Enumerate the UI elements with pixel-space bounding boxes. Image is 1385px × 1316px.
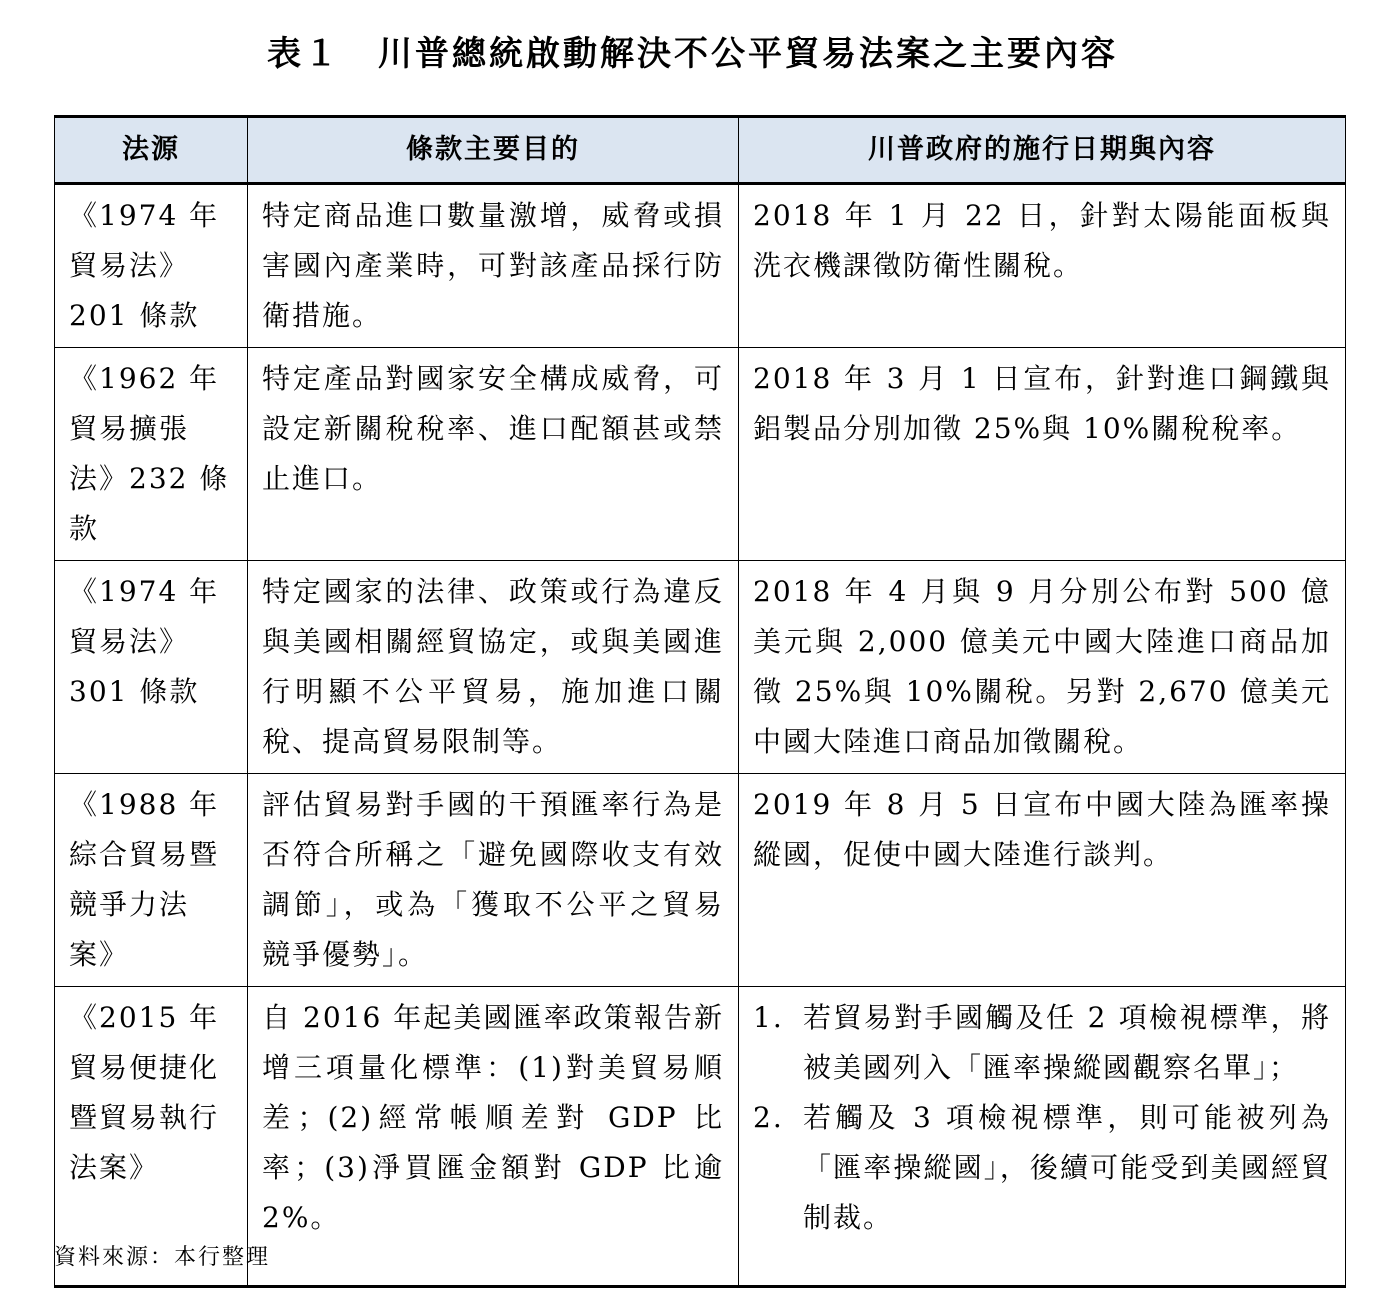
row-source: 《2015 年貿易便捷化暨貿易執行法案》 — [55, 987, 248, 1287]
row-source: 《1974 年貿易法》201 條款 — [55, 184, 248, 348]
row-implementation: 2019 年 8 月 5 日宣布中國大陸為匯率操縱國，促使中國大陸進行談判。 — [739, 774, 1346, 987]
row-purpose: 評估貿易對手國的干預匯率行為是否符合所稱之「避免國際收支有效調節」，或為「獲取不公平之貿易競爭優勢」。 — [248, 774, 739, 987]
list-item-number: 2. — [753, 1101, 784, 1134]
source-note: 資料來源：本行整理 — [54, 1245, 271, 1270]
row-purpose: 特定產品對國家安全構成威脅，可設定新關稅稅率、進口配額甚或禁止進口。 — [248, 348, 739, 561]
row-source: 《1988 年綜合貿易暨競爭力法案》 — [55, 774, 248, 987]
header-source: 法源 — [55, 117, 248, 184]
row-purpose: 特定國家的法律、政策或行為違反與美國相關經貿協定，或與美國進行明顯不公平貿易，施加進口關稅、提高貿易限制等。 — [248, 561, 739, 774]
list-item — [753, 993, 1331, 1093]
table-title: 表１ 川普總統啟動解決不公平貿易法案之主要內容 — [267, 34, 1118, 74]
list-item-text: 若觸及 3 項檢視標準，則可能被列為「匯率操縱國」，後續可能受到美國經貿制裁。 — [803, 1101, 1331, 1234]
row-source: 《1962 年貿易擴張法》232 條款 — [55, 348, 248, 561]
table-row — [55, 561, 1346, 774]
header-implementation: 川普政府的施行日期與內容 — [739, 117, 1346, 184]
table-row — [55, 348, 1346, 561]
list-item — [753, 1093, 1331, 1243]
header-purpose: 條款主要目的 — [248, 117, 739, 184]
row-implementation — [739, 987, 1346, 1287]
policy-table — [54, 115, 1346, 1288]
row-source: 《1974 年貿易法》301 條款 — [55, 561, 248, 774]
list-item-number: 1. — [753, 1001, 784, 1034]
table-row — [55, 774, 1346, 987]
row-purpose: 自 2016 年起美國匯率政策報告新增三項量化標準：(1)對美貿易順差；(2)經常帳順差對 GDP 比率；(3)淨買匯金額對 GDP 比逾 2%。 — [248, 987, 739, 1287]
row-implementation: 2018 年 3 月 1 日宣布，針對進口鋼鐵與鋁製品分別加徵 25%與 10%關稅稅率。 — [739, 348, 1346, 561]
row-implementation: 2018 年 1 月 22 日，針對太陽能面板與洗衣機課徵防衛性關稅。 — [739, 184, 1346, 348]
table-row — [55, 184, 1346, 348]
row-implementation: 2018 年 4 月與 9 月分別公布對 500 億美元與 2,000 億美元中國大陸進口商品加徵 25%與 10%關稅。另對 2,670 億美元中國大陸進口商品加徵關稅。 — [739, 561, 1346, 774]
row-purpose: 特定商品進口數量激增，威脅或損害國內產業時，可對該產品採行防衛措施。 — [248, 184, 739, 348]
implementation-list — [753, 993, 1331, 1243]
table-header-row — [55, 117, 1346, 184]
list-item-text: 若貿易對手國觸及任 2 項檢視標準，將被美國列入「匯率操縱國觀察名單」； — [803, 1001, 1331, 1084]
